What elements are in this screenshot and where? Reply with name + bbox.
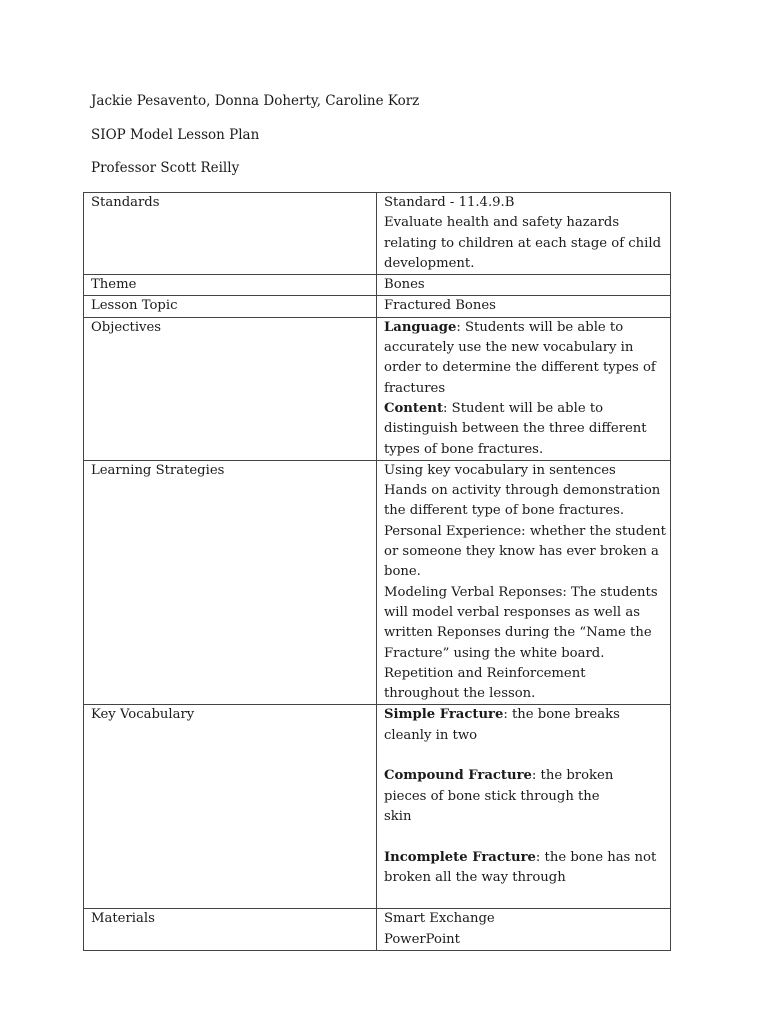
objective-content-text: : Student will be able to: [443, 400, 604, 416]
row-value-theme: [377, 275, 671, 296]
vocab-compound-definition: skin: [384, 808, 412, 824]
strategy-line: Fracture” using the white board.: [384, 645, 605, 661]
vocab-incomplete-definition: broken all the way through: [384, 869, 566, 885]
strategy-line: or someone they know has ever broken a: [384, 544, 659, 560]
objective-language-text: order to determine the different types of: [384, 360, 656, 376]
strategy-line: the different type of bone fractures.: [384, 503, 625, 519]
material-item: Smart Exchange: [384, 911, 495, 927]
objective-language-label: Language: [384, 319, 457, 335]
row-value-materials: [377, 909, 671, 951]
objective-language-text: fractures: [384, 380, 446, 396]
professor-line: Professor Scott Reilly: [91, 160, 240, 176]
vocab-simple-definition: : the bone breaks: [503, 707, 620, 723]
strategy-line: Personal Experience: whether the student: [384, 523, 666, 539]
vocab-simple-line: [384, 705, 663, 725]
strategy-line: Repetition and Reinforcement: [384, 665, 586, 681]
objective-content-line: [384, 399, 663, 419]
vocab-simple-term: Simple Fracture: [384, 707, 504, 723]
objective-language-line: [384, 318, 663, 338]
spacer: [384, 746, 663, 766]
row-value-lesson-topic: [377, 296, 671, 317]
vocab-incomplete-term: Incomplete Fracture: [384, 849, 536, 865]
objective-language-text: : Students will be able to: [456, 319, 624, 335]
strategy-line: throughout the lesson.: [384, 686, 536, 702]
vocab-compound-definition: pieces of bone stick through the: [384, 788, 600, 804]
lesson-plan-table: [83, 192, 671, 951]
strategy-line: Modeling Verbal Reponses: The students: [384, 584, 658, 600]
strategy-line: written Reponses during the “Name the: [384, 625, 652, 641]
vocab-compound-line: [384, 766, 663, 786]
spacer: [384, 827, 663, 847]
row-value-learning-strategies: [377, 460, 671, 705]
objective-content-text: distinguish between the three different: [384, 421, 647, 437]
strategy-line: will model verbal responses as well as: [384, 604, 640, 620]
row-value-standards: [377, 193, 671, 275]
vocab-incomplete-line: [384, 848, 663, 868]
table-row-lesson-topic: [84, 296, 671, 317]
vocab-simple-definition: cleanly in two: [384, 727, 478, 743]
row-label-materials: Materials: [84, 909, 377, 951]
table-row-materials: [84, 909, 671, 951]
row-label-objectives: Objectives: [84, 317, 377, 460]
table-row-objectives: [84, 317, 671, 460]
document-title: SIOP Model Lesson Plan: [91, 127, 260, 143]
table-row-key-vocabulary: [84, 705, 671, 909]
standard-text-line: development.: [384, 255, 475, 271]
objective-content-text: types of bone fractures.: [384, 441, 544, 457]
authors-line: Jackie Pesavento, Donna Doherty, Caroline Korz: [91, 93, 420, 109]
strategy-line: Hands on activity through demonstration: [384, 483, 661, 499]
lesson-topic-value: Fractured Bones: [384, 298, 496, 314]
theme-value: Bones: [384, 277, 425, 293]
row-value-key-vocabulary: [377, 705, 671, 909]
strategy-line: Using key vocabulary in sentences: [384, 462, 616, 478]
row-label-learning-strategies: Learning Strategies: [84, 460, 377, 705]
vocab-compound-definition: : the broken: [531, 768, 614, 784]
row-label-theme: Theme: [84, 275, 377, 296]
table-row-theme: [84, 275, 671, 296]
row-label-lesson-topic: Lesson Topic: [84, 296, 377, 317]
vocab-incomplete-definition: : the bone has not: [535, 849, 657, 865]
standard-text-line: relating to children at each stage of child: [384, 235, 662, 251]
objective-language-text: accurately use the new vocabulary in: [384, 340, 634, 356]
vocab-compound-term: Compound Fracture: [384, 768, 532, 784]
spacer: [384, 888, 663, 908]
row-value-objectives: [377, 317, 671, 460]
row-label-key-vocabulary: Key Vocabulary: [84, 705, 377, 909]
standard-code: Standard - 11.4.9.B: [384, 195, 515, 210]
table-row-learning-strategies: [84, 460, 671, 705]
material-item: PowerPoint: [384, 931, 460, 947]
row-label-standards: Standards: [84, 193, 377, 275]
table-row-standards: [84, 193, 671, 275]
objective-content-label: Content: [384, 400, 444, 416]
standard-text-line: Evaluate health and safety hazards: [384, 215, 620, 231]
strategy-line: bone.: [384, 564, 421, 580]
